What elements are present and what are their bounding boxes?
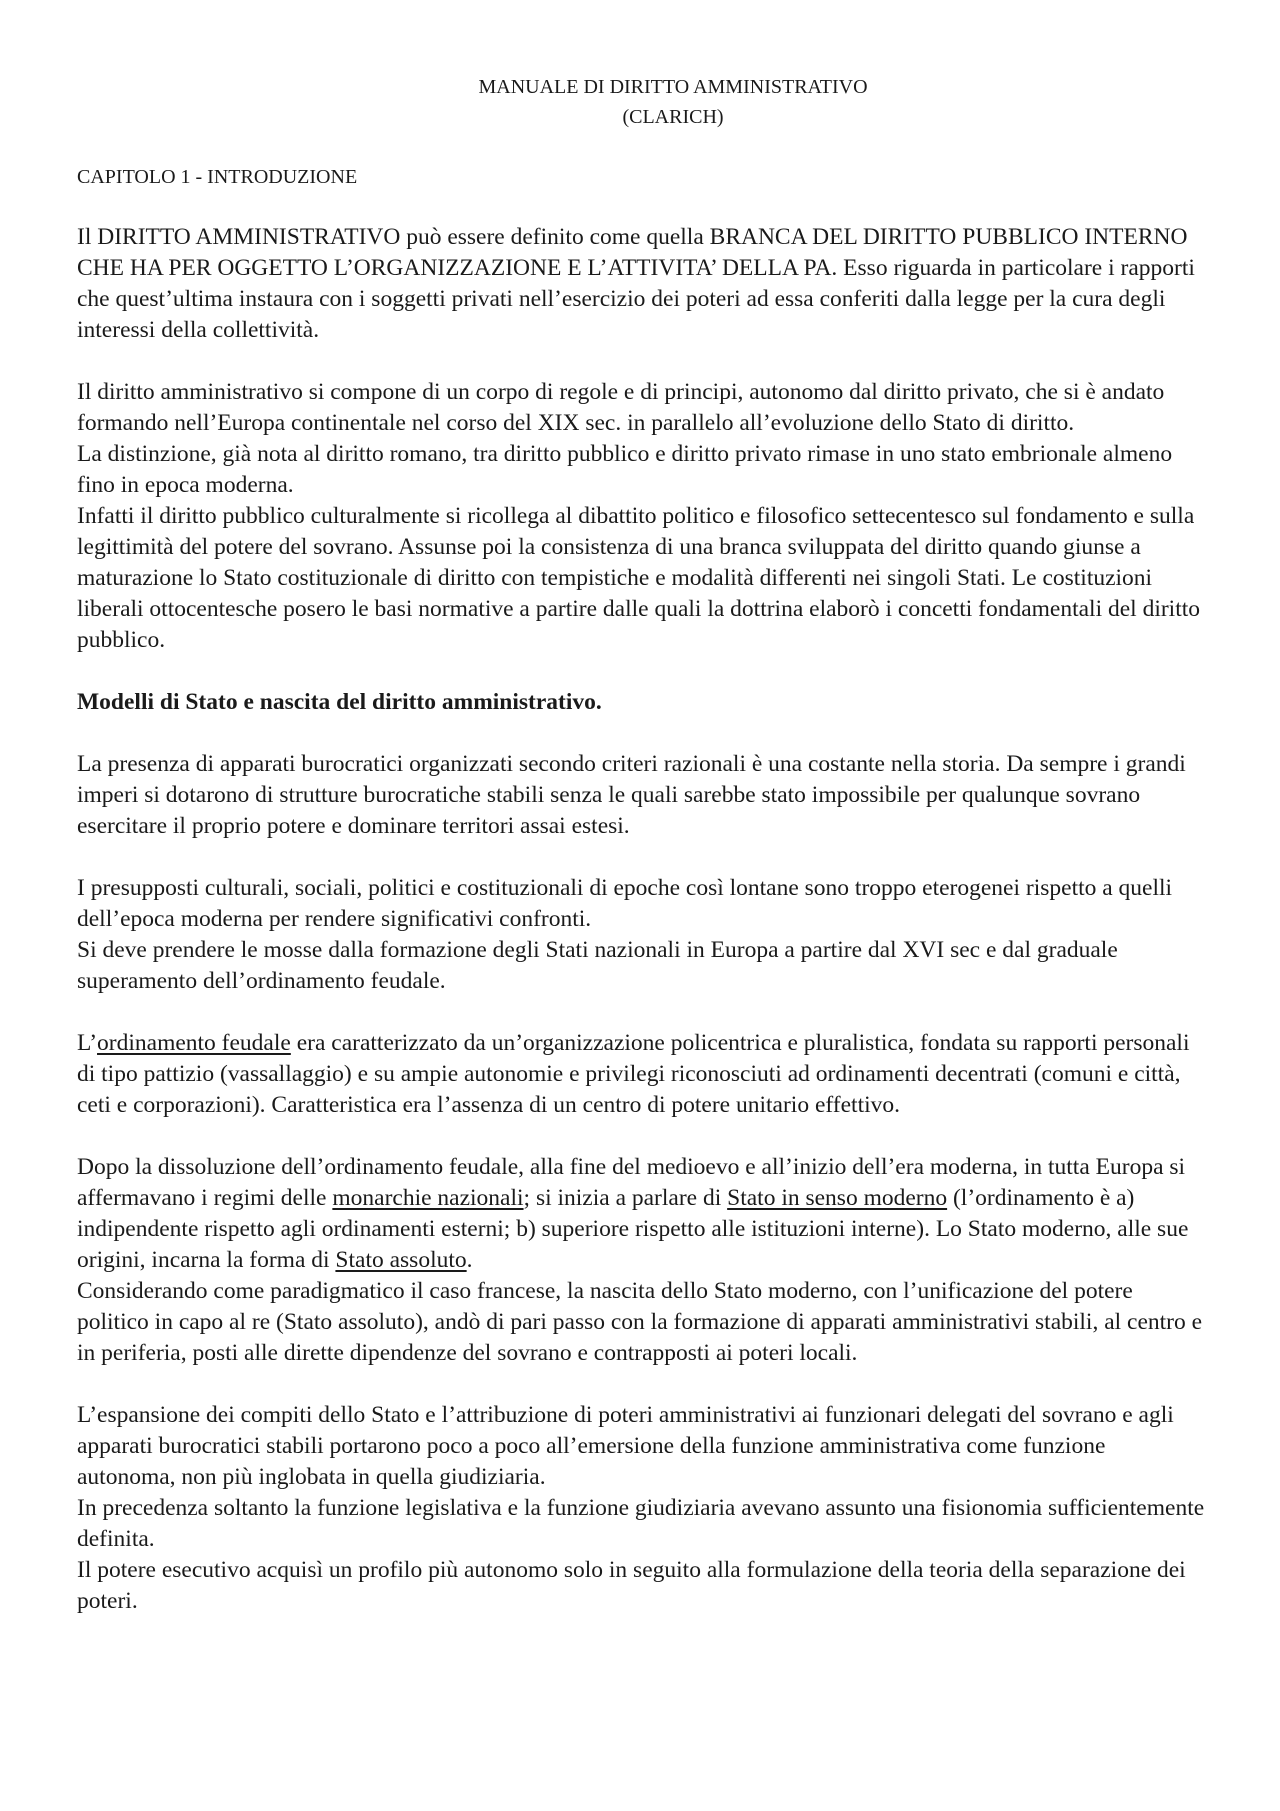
paragraph-text: Dopo la dissoluzione dell’ordinamento feudale, alla fine del medioevo e all’inizio dell’era moderna, in tutta Europa si affermavano i regimi delle (77, 1154, 1186, 1211)
paragraph-feudal-order (77, 1028, 1209, 1121)
paragraph-national-states (77, 873, 1209, 997)
paragraph-text: La distinzione, già nota al diritto romano, tra diritto pubblico e diritto privato rimase in uno stato embrionale almeno fino in epoca moderna. (77, 441, 1173, 498)
paragraph-text: La presenza di apparati burocratici organizzati secondo criteri razionali è una costante nella storia. Da sempre i grandi imperi si dotarono di strutture burocratiche stabili senza le quali sarebbe stato impossibile per qualunque sovrano esercitare il proprio potere e dominare territori assai estesi. (77, 751, 1186, 839)
paragraph-definition (77, 222, 1209, 346)
document-title-block (137, 72, 1209, 132)
paragraph-text: In precedenza soltanto la funzione legislativa e la funzione giudiziaria avevano assunto una fisionomia sufficientemente definita. (77, 1495, 1205, 1552)
document-page (77, 72, 1209, 1648)
paragraph-line (77, 1152, 1209, 1276)
paragraph-text: ; si inizia a parlare di (523, 1185, 728, 1211)
section-heading: Modelli di Stato e nascita del diritto amministrativo. (77, 689, 602, 715)
paragraph-text: L’espansione dei compiti dello Stato e l’attribuzione di poteri amministrativi ai funzionari delegati del sovrano e agli apparati burocratici stabili portarono poco a poco all’emersione della funzione amministrativa come funzione autonoma, non più inglobata in quella giudiziaria. (77, 1402, 1174, 1490)
paragraph-modern-state (77, 1152, 1209, 1369)
paragraph-text: Il DIRITTO AMMINISTRATIVO può essere definito come quella BRANCA DEL DIRITTO PUBBLICO INTERNO CHE HA PER OGGETTO L’ORGANIZZAZIONE E L’ATTIVITA’ DELLA PA. Esso riguarda in particolare i rapporti che quest’ultima instaura con i soggetti privati nell’esercizio dei poteri ad essa conferiti dalla legge per la cura degli interessi della collettività. (77, 224, 1195, 343)
paragraph-text: Si deve prendere le mosse dalla formazione degli Stati nazionali in Europa a partire dal XVI sec e dal graduale superamento dell’ordinamento feudale. (77, 937, 1118, 994)
chapter-heading: CAPITOLO 1 - INTRODUZIONE (77, 166, 358, 188)
paragraph-text: Considerando come paradigmatico il caso francese, la nascita dello Stato moderno, con l’unificazione del potere politico in capo al re (Stato assoluto), andò di pari passo con la formazione di apparati amministrativi stabili, al centro e in periferia, posti alle dirette dipendenze del sovrano e contrapposti ai poteri locali. (77, 1278, 1203, 1366)
paragraph-text: Il diritto amministrativo si compone di un corpo di regole e di principi, autonomo dal diritto privato, che si è andato formando nell’Europa continentale nel corso del XIX sec. in parallelo all’evoluzione dello Stato di diritto. (77, 379, 1165, 436)
underlined-term: Stato assoluto (335, 1247, 467, 1273)
paragraph-text: era caratterizzato da un’organizzazione policentrica e pluralistica, fondata su rapporti personali di tipo pattizio (vassallaggio) e su ampie autonomie e privilegi riconosciuti ad ordinamenti decentrati (comuni e città, ceti e corporazioni). Caratteristica era l’assenza di un centro di potere unitario effettivo. (77, 1030, 1190, 1118)
paragraph-origins (77, 377, 1209, 656)
paragraph-bureaucracy (77, 749, 1209, 842)
paragraph-text: I presupposti culturali, sociali, politici e costituzionali di epoche così lontane sono troppo eterogenei rispetto a quelli dell’epoca moderna per rendere significativi confronti. (77, 875, 1173, 932)
paragraph-text: (l’ordinamento è a) indipendente rispetto agli ordinamenti esterni; b) superiore rispetto alle istituzioni interne). Lo Stato moderno, alle sue origini, incarna la forma di (77, 1185, 1189, 1273)
underlined-term: ordinamento feudale (97, 1030, 291, 1056)
paragraph-text: Infatti il diritto pubblico culturalmente si ricollega al dibattito politico e filosofico settecentesco sul fondamento e sulla legittimità del potere del sovrano. Assunse poi la consistenza di una branca sviluppata del diritto quando giunse a maturazione lo Stato costituzionale di diritto con tempistiche e modalità differenti nei singoli Stati. Le costituzioni liberali ottocentesche posero le basi normative a partire dalle quali la dottrina elaborò i concetti fondamentali del diritto pubblico. (77, 503, 1201, 653)
paragraph-text: Il potere esecutivo acquisì un profilo più autonomo solo in seguito alla formulazione della teoria della separazione dei poteri. (77, 1557, 1186, 1614)
paragraph-text: . (466, 1247, 473, 1273)
paragraph-administrative-function (77, 1400, 1209, 1617)
underlined-term: monarchie nazionali (332, 1185, 524, 1211)
paragraph-text: L’ (77, 1030, 98, 1056)
document-title: MANUALE DI DIRITTO AMMINISTRATIVO (478, 76, 868, 98)
document-subtitle: (CLARICH) (622, 106, 724, 128)
underlined-term: Stato in senso moderno (727, 1185, 948, 1211)
